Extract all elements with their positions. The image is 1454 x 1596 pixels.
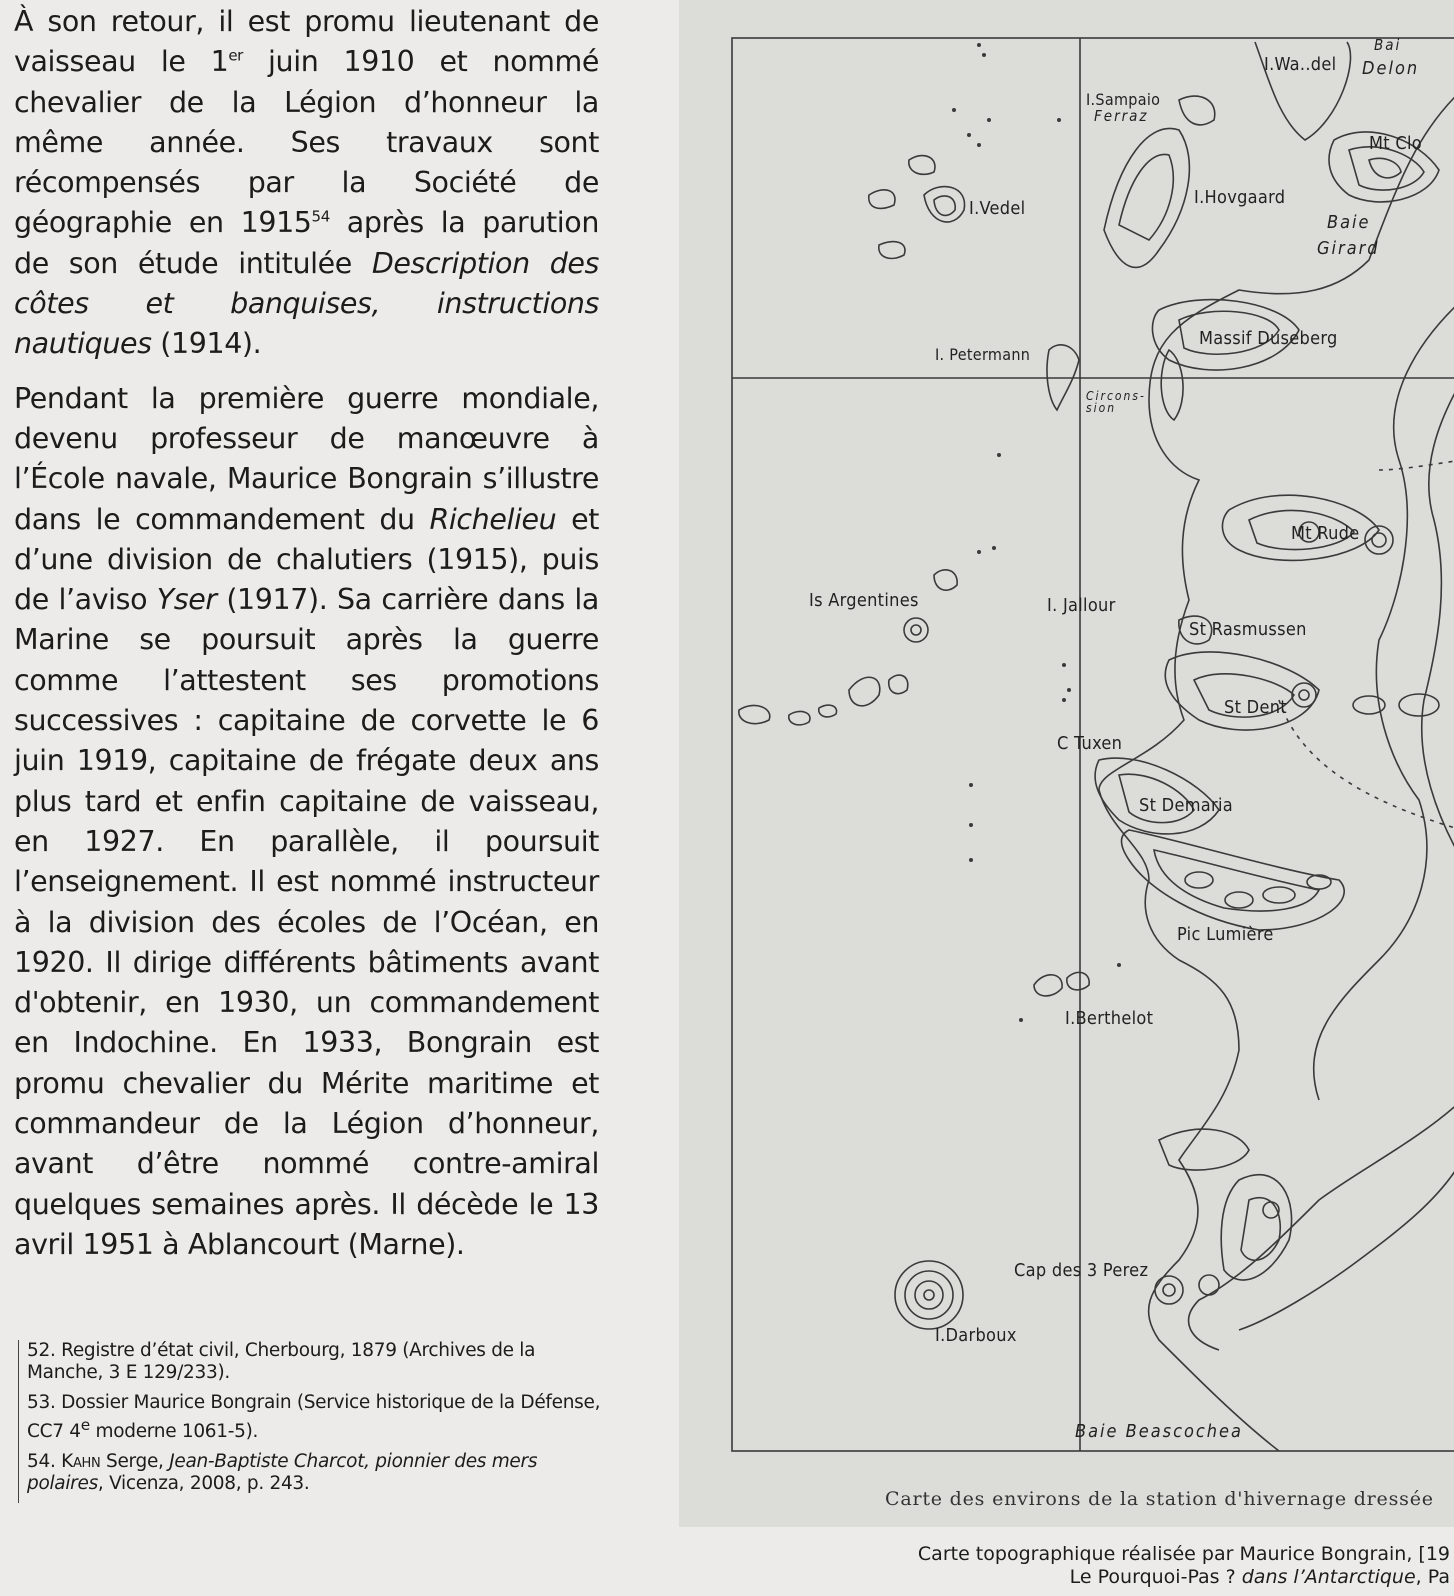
label-vedel: I.Vedel	[969, 198, 1026, 219]
label-baie-delon-2: Delon	[1362, 58, 1420, 79]
label-jallour: I. Jallour	[1047, 595, 1116, 616]
label-baie-delon-1: Bai	[1374, 36, 1402, 54]
caption-line-1: Carte topographique réalisée par Maurice Bongrain, [19	[917, 1543, 1450, 1565]
label-hovgaard: I.Hovgaard	[1194, 187, 1286, 208]
label-ferraz: Ferraz	[1094, 107, 1149, 125]
footnote-52: 52. Registre d’état civil, Cherbourg, 1879 (Archives de la Manche, 3 E 129/233).	[27, 1340, 536, 1383]
label-petermann: I. Petermann	[935, 345, 1031, 364]
label-dent: St Dent	[1224, 697, 1287, 718]
paragraph-2: Pendant la première guerre mondiale, devenu professeur de manœuvre à l’École navale, Maurice Bongrain s’illustre dans le commandement du Richelieu et d’une division de chalutiers (1915), puis de l’aviso Yser (1917). Sa carrière dans la Marine se poursuit après la guerre comme l’attestent ses promotions successives : capitaine de corvette le 6 juin 1919, capitaine de frégate deux ans plus tard et enfin capitaine de vaisseau, en 1927. En parallèle, il poursuit l’enseignement. Il est nommé instructeur à la division des écoles de l’Océan, en 1920. Il dirige différents bâtiments avant d'obtenir, en 1930, un commandement en Indochine. En 1933, Bongrain est promu chevalier du Mérite maritime et commandeur de la Légion d’honneur, avant d’être nommé contre-amiral quelques semaines après. Il décède le 13 avril 1951 à Ablancourt (Marne).	[14, 381, 599, 1261]
footnote-ref-54[interactable]: 54	[311, 207, 330, 226]
label-argentines: Is Argentines	[809, 590, 919, 611]
label-circonscision: Circons- sion	[1086, 389, 1146, 415]
label-baie-girard-2: Girard	[1317, 238, 1380, 259]
work-title: Description des côtes et banquises, instructions nautiques	[14, 246, 599, 361]
ship-name: Richelieu	[429, 502, 557, 536]
label-massif-duseberg: Massif Duseberg	[1199, 328, 1338, 349]
paragraph-1: À son retour, il est promu lieutenant de vaisseau le 1er juin 1910 et nommé chevalier de la Légion d’honneur la même année. Ses travaux sont récompensés par la Société de géographie en 1915$^{54}$ après la parution de son étude intitulée Description des côtes et banquises, instructions nautiques (1914).	[14, 5, 599, 361]
label-mt-rude: Mt Rude	[1291, 523, 1360, 544]
body-text	[14, 2, 599, 1275]
caption-line-2: Le Pourquoi-Pas ? dans l’Antarctique, Pa	[1069, 1566, 1450, 1588]
label-demaria: St Demaria	[1139, 795, 1233, 816]
footnote-54: 54. Kahn Serge, Jean-Baptiste Charcot, pionnier des mers polaires, Vicenza, 2008, p. 243.	[27, 1451, 538, 1495]
label-cap-des-3-perez: Cap des 3 Perez	[1014, 1260, 1149, 1281]
map-print-caption: Carte des environs de la station d'hivernage dressée	[885, 1488, 1434, 1510]
topographic-map	[679, 0, 1454, 1527]
label-wandel: I.Wa..del	[1264, 54, 1337, 75]
label-pic-lumiere: Pic Lumière	[1177, 924, 1274, 945]
label-baie-beascochea: Baie Beascochea	[1075, 1421, 1243, 1442]
figure-caption	[918, 1543, 1450, 1589]
label-baie-girard-1: Baie	[1327, 212, 1371, 233]
label-sampaio: I.Sampaio	[1086, 90, 1161, 109]
label-mt-clo: Mt Clo	[1369, 133, 1422, 154]
label-rasmussen: St Rasmussen	[1189, 619, 1307, 640]
label-berthelot: I.Berthelot	[1065, 1008, 1154, 1029]
ship-name: Yser	[156, 583, 217, 617]
label-tuxen: C Tuxen	[1057, 733, 1123, 754]
footnote-53: 53. Dossier Maurice Bongrain (Service historique de la Défense, CC7 4e moderne 1061-5).	[27, 1392, 601, 1443]
label-darboux: I.Darboux	[935, 1325, 1017, 1346]
footnotes	[18, 1340, 607, 1503]
